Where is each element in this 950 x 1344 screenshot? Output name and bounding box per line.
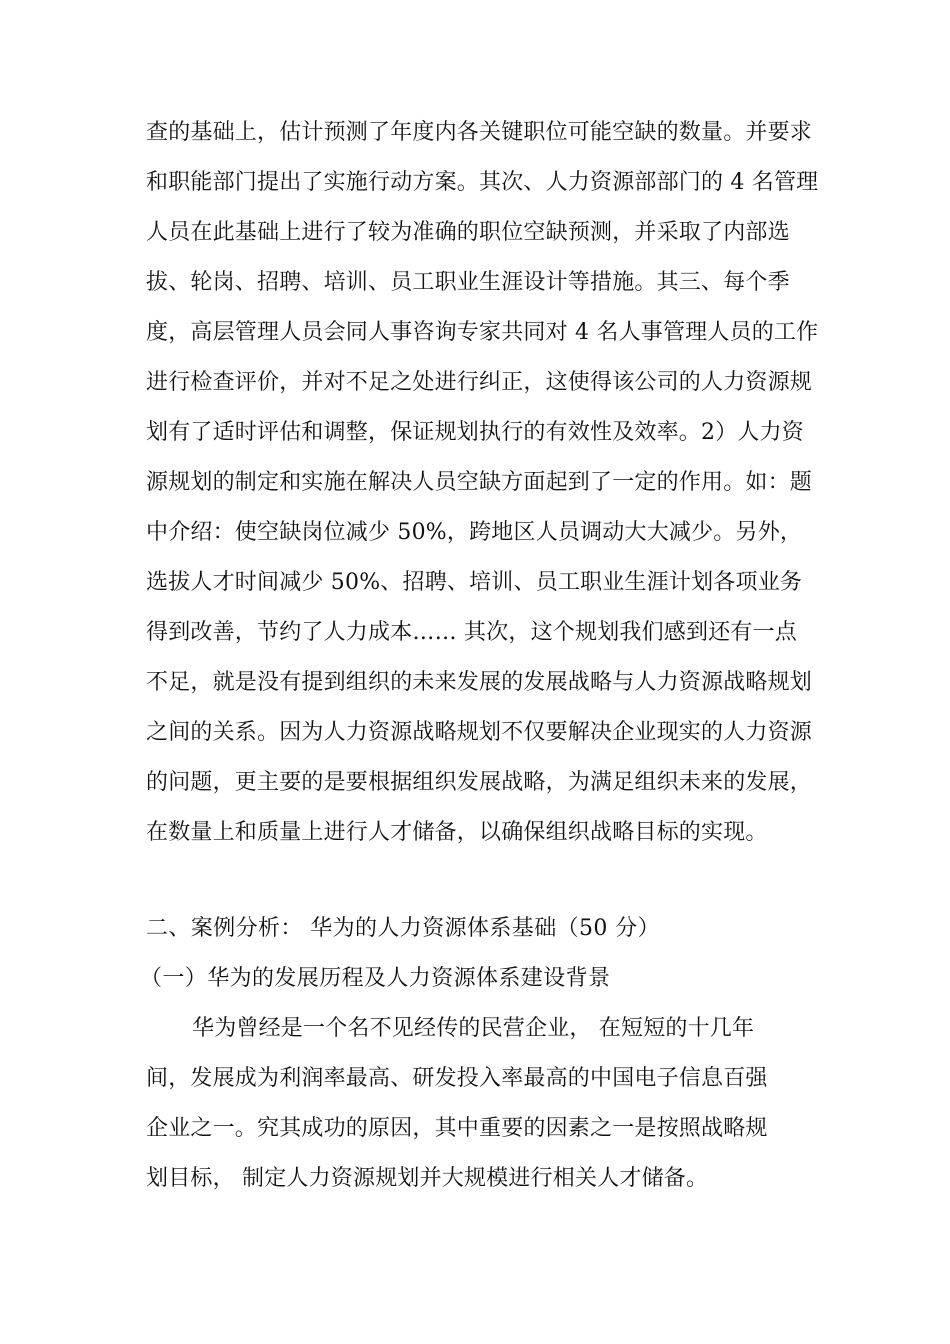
text-line: 查的基础上，估计预测了年度内各关键职位可能空缺的数量。并要求	[146, 120, 813, 145]
text-line: 得到改善，节约了人力成本…… 其次，这个规划我们感到还有一点	[146, 620, 797, 645]
text-line: 拔、轮岗、招聘、培训、员工职业生涯设计等措施。其三、每个季	[146, 270, 790, 295]
text-line: 人员在此基础上进行了较为准确的职位空缺预测，并采取了内部选	[146, 220, 790, 245]
text-line: 之间的关系。因为人力资源战略规划不仅要解决企业现实的人力资源	[146, 720, 813, 745]
text-line: 不足，就是没有提到组织的未来发展的发展战略与人力资源战略规划	[146, 670, 813, 695]
text-line: 间，发展成为利润率最高、研发投入率最高的中国电子信息百强	[146, 1066, 768, 1091]
text-line: 源规划的制定和实施在解决人员空缺方面起到了一定的作用。如：题	[146, 470, 813, 495]
text-line: 划有了适时评估和调整，保证规划执行的有效性及效率。2）人力资	[146, 420, 804, 445]
text-line: 进行检查评价，并对不足之处进行纠正，这使得该公司的人力资源规	[146, 370, 813, 395]
text-line: 企业之一。究其成功的原因，其中重要的因素之一是按照战略规	[146, 1116, 768, 1141]
text-line: 在数量上和质量上进行人才储备，以确保组织战略目标的实现。	[146, 820, 768, 845]
text-line: 和职能部门提出了实施行动方案。其次、人力资源部部门的 4 名管理	[146, 170, 819, 195]
text-line: 划目标， 制定人力资源规划并大规模进行相关人才储备。	[146, 1166, 709, 1191]
text-line: 选拔人才时间减少 50%、招聘、培训、员工职业生涯计划各项业务	[146, 570, 803, 595]
text-line: 的问题，更主要的是要根据组织发展战略，为满足组织未来的发展，	[146, 770, 813, 795]
text-line: 华为曾经是一个名不见经传的民营企业， 在短短的十几年	[192, 1016, 755, 1041]
text-line: 中介绍：使空缺岗位减少 50%，跨地区人员调动大大减少。另外，	[146, 520, 803, 545]
text-line: 度，高层管理人员会同人事咨询专家共同对 4 名人事管理人员的工作	[146, 320, 819, 345]
section-heading: 二、案例分析： 华为的人力资源体系基础（50 分）	[146, 916, 660, 941]
subsection-heading: （一）华为的发展历程及人力资源体系建设背景	[140, 966, 611, 991]
